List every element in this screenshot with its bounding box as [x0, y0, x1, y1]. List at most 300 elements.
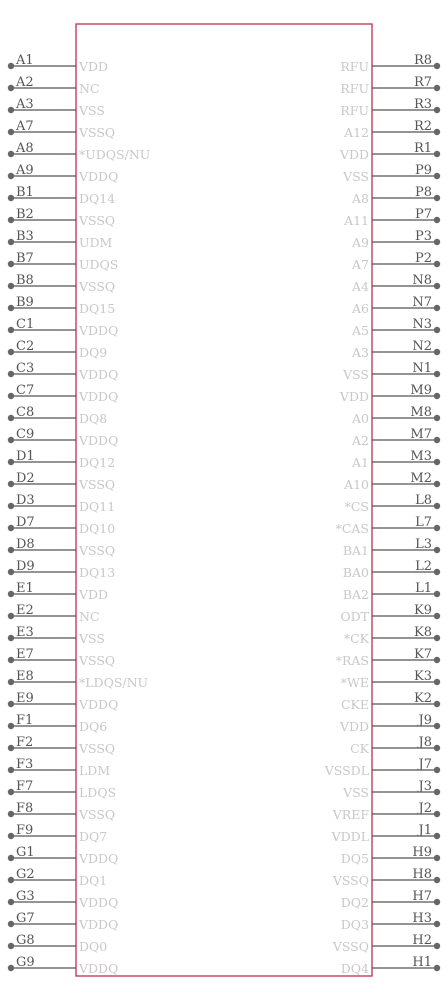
pin-name: VSS	[343, 169, 369, 184]
pin-number: F3	[16, 757, 34, 772]
pin-name: NC	[79, 609, 100, 624]
pin-number: G7	[16, 911, 35, 926]
pin-number: P3	[414, 229, 432, 244]
pin-end-dot	[8, 965, 14, 971]
pin-name: DQ1	[79, 873, 108, 888]
pin-end-dot	[8, 877, 14, 883]
pin-number: K7	[414, 647, 432, 662]
pin-number: D2	[16, 471, 35, 486]
pin-end-dot	[434, 723, 440, 729]
pin-end-dot	[434, 195, 440, 201]
pin-end-dot	[8, 591, 14, 597]
pin-number: H7	[412, 889, 432, 904]
pin-number: K8	[414, 625, 432, 640]
right-pin	[324, 757, 440, 778]
pin-name: *CK	[343, 631, 369, 646]
pin-number: A1	[16, 53, 34, 68]
pin-end-dot	[8, 767, 14, 773]
pin-number: H1	[412, 955, 432, 970]
left-pin	[8, 97, 105, 118]
pin-number: G8	[16, 933, 35, 948]
pin-name: DQ8	[79, 411, 108, 426]
pin-number: H2	[412, 933, 432, 948]
left-pin	[8, 647, 115, 668]
pin-name: VDDQ	[79, 697, 119, 712]
pin-number: C9	[16, 427, 35, 442]
right-pin	[340, 75, 440, 96]
pin-name: RFU	[340, 103, 369, 118]
pin-end-dot	[434, 349, 440, 355]
pin-number: B1	[16, 185, 34, 200]
pin-number: A3	[16, 97, 34, 112]
right-pin	[343, 471, 440, 492]
right-pin	[351, 449, 440, 470]
pin-number: A2	[16, 75, 34, 90]
pin-name: A7	[352, 257, 369, 272]
pin-name: DQ5	[340, 851, 369, 866]
pin-number: E3	[16, 625, 34, 640]
pin-end-dot	[434, 371, 440, 377]
pin-name: VSSQ	[79, 653, 116, 668]
pin-number: N3	[412, 317, 432, 332]
right-pin	[341, 889, 440, 910]
pin-end-dot	[434, 217, 440, 223]
pin-name: VDD	[339, 147, 369, 162]
pin-name: VSSQ	[79, 807, 116, 822]
pin-number: P9	[414, 163, 432, 178]
pin-number: G3	[16, 889, 35, 904]
pin-name: VDDQ	[79, 169, 119, 184]
pin-end-dot	[8, 283, 14, 289]
pin-name: VDDQ	[79, 851, 119, 866]
pin-end-dot	[434, 965, 440, 971]
pin-number: L3	[415, 537, 432, 552]
pin-end-dot	[8, 679, 14, 685]
pin-end-dot	[8, 217, 14, 223]
pin-end-dot	[434, 855, 440, 861]
left-pin	[8, 119, 115, 140]
pin-name: VDDQ	[79, 895, 119, 910]
right-pin	[351, 251, 440, 272]
pin-end-dot	[8, 547, 14, 553]
pin-end-dot	[8, 525, 14, 531]
pin-number: G1	[16, 845, 35, 860]
pin-name: VDDQ	[79, 961, 119, 976]
pin-name: A12	[344, 125, 369, 140]
pin-name: *CAS	[335, 521, 369, 536]
pin-end-dot	[434, 415, 440, 421]
pin-number: K9	[414, 603, 432, 618]
pin-end-dot	[8, 151, 14, 157]
right-pin	[332, 933, 440, 954]
pin-end-dot	[434, 877, 440, 883]
pin-name: *WE	[340, 675, 369, 690]
pin-end-dot	[8, 569, 14, 575]
right-pin	[351, 229, 440, 250]
pin-end-dot	[8, 393, 14, 399]
pin-name: VDDQ	[79, 389, 119, 404]
pin-end-dot	[434, 943, 440, 949]
pin-number: J1	[418, 823, 432, 838]
pin-number: P2	[414, 251, 432, 266]
pin-name: A5	[352, 323, 369, 338]
left-pin	[8, 229, 113, 250]
pin-number: D1	[16, 449, 35, 464]
pin-end-dot	[434, 679, 440, 685]
left-pin	[8, 427, 119, 448]
pin-number: M3	[410, 449, 432, 464]
pin-name: VSS	[343, 785, 369, 800]
pin-name: DQ12	[79, 455, 116, 470]
pin-number: J8	[418, 735, 432, 750]
right-pin	[343, 119, 440, 140]
pin-name: A2	[352, 433, 369, 448]
pin-number: D8	[16, 537, 35, 552]
left-pin	[8, 493, 115, 514]
right-pin	[343, 581, 440, 602]
right-pin	[339, 713, 440, 734]
pin-number: N7	[412, 295, 432, 310]
left-pin	[8, 735, 115, 756]
right-pin	[341, 669, 440, 690]
pin-number: R2	[413, 119, 432, 134]
pin-number: P8	[414, 185, 432, 200]
pin-end-dot	[8, 789, 14, 795]
pin-name: UDQS	[79, 257, 119, 272]
left-pin	[8, 75, 100, 96]
left-pin	[8, 559, 115, 580]
left-pin	[8, 955, 119, 976]
pin-end-dot	[434, 921, 440, 927]
pin-name: VSSQ	[79, 477, 116, 492]
left-pin	[8, 581, 108, 602]
pin-end-dot	[8, 811, 14, 817]
left-pin	[8, 141, 151, 162]
pin-name: A1	[352, 455, 369, 470]
pin-name: VDD	[339, 389, 369, 404]
right-pin	[344, 625, 440, 646]
pin-end-dot	[434, 261, 440, 267]
pin-number: D9	[16, 559, 35, 574]
pin-number: N2	[412, 339, 432, 354]
pin-number: E2	[16, 603, 34, 618]
pin-number: C8	[16, 405, 35, 420]
left-pin	[8, 383, 119, 404]
pin-name: VDDQ	[79, 433, 119, 448]
pin-number: J3	[418, 779, 432, 794]
left-pin	[8, 207, 115, 228]
left-pin	[8, 691, 119, 712]
pin-number: R8	[413, 53, 432, 68]
pin-name: *LDQS/NU	[79, 675, 149, 690]
left-pin	[8, 779, 116, 800]
pin-end-dot	[434, 833, 440, 839]
pin-name: A8	[352, 191, 369, 206]
right-pin	[336, 647, 440, 668]
pin-number: D7	[16, 515, 35, 530]
pin-number: N1	[412, 361, 432, 376]
left-pin	[8, 471, 115, 492]
pin-end-dot	[434, 437, 440, 443]
pin-end-dot	[8, 195, 14, 201]
pin-end-dot	[434, 107, 440, 113]
pin-number: K2	[414, 691, 432, 706]
pin-number: D3	[16, 493, 35, 508]
pin-number: C7	[16, 383, 35, 398]
pin-end-dot	[434, 327, 440, 333]
pin-end-dot	[8, 129, 14, 135]
pin-name: VDD	[339, 719, 369, 734]
pin-number: G2	[16, 867, 35, 882]
pin-end-dot	[8, 85, 14, 91]
right-pin	[340, 603, 440, 624]
pin-number: L7	[415, 515, 432, 530]
pin-end-dot	[434, 393, 440, 399]
pin-number: R3	[413, 97, 432, 112]
left-pin	[8, 889, 119, 910]
pin-end-dot	[434, 239, 440, 245]
pin-end-dot	[8, 349, 14, 355]
right-pin	[343, 537, 440, 558]
pin-end-dot	[8, 503, 14, 509]
left-pin	[8, 669, 148, 690]
pin-number: L8	[415, 493, 432, 508]
pin-end-dot	[8, 459, 14, 465]
pin-number: H8	[412, 867, 432, 882]
pin-name: CK	[350, 741, 369, 756]
pin-name: LDQS	[79, 785, 117, 800]
right-pin	[340, 53, 440, 74]
pin-number: P7	[414, 207, 432, 222]
pin-number: R1	[413, 141, 432, 156]
pin-end-dot	[8, 261, 14, 267]
pin-name: DQ13	[79, 565, 116, 580]
pin-name: RFU	[340, 81, 369, 96]
pin-end-dot	[8, 943, 14, 949]
left-pin	[8, 933, 107, 954]
left-pin	[8, 163, 119, 184]
pin-name: VSSQ	[79, 213, 116, 228]
pin-end-dot	[8, 371, 14, 377]
pin-number: F2	[16, 735, 34, 750]
pin-number: C2	[16, 339, 35, 354]
right-pin	[340, 97, 440, 118]
pin-number: B8	[16, 273, 34, 288]
pin-end-dot	[8, 635, 14, 641]
pin-name: BA1	[342, 543, 369, 558]
pin-end-dot	[434, 481, 440, 487]
pin-end-dot	[434, 305, 440, 311]
pin-number: H9	[412, 845, 432, 860]
pin-end-dot	[8, 833, 14, 839]
pin-end-dot	[434, 63, 440, 69]
left-pin	[8, 251, 119, 272]
pin-number: K3	[414, 669, 432, 684]
pin-name: NC	[79, 81, 100, 96]
right-pin	[351, 273, 440, 294]
pin-end-dot	[434, 811, 440, 817]
pin-end-dot	[8, 921, 14, 927]
pin-name: *CS	[344, 499, 369, 514]
pin-name: DQ14	[79, 191, 116, 206]
left-pin	[8, 625, 105, 646]
pin-name: VSSQ	[79, 543, 116, 558]
pin-name: DQ6	[79, 719, 108, 734]
pin-end-dot	[8, 437, 14, 443]
right-pin	[345, 493, 441, 514]
right-pin	[341, 955, 440, 976]
right-pin	[342, 361, 440, 382]
pin-end-dot	[434, 745, 440, 751]
pin-number: C1	[16, 317, 35, 332]
pin-name: VSS	[79, 103, 105, 118]
pin-end-dot	[434, 899, 440, 905]
pin-end-dot	[434, 85, 440, 91]
left-pin	[8, 317, 119, 338]
pin-end-dot	[434, 613, 440, 619]
pin-end-dot	[8, 173, 14, 179]
pin-number: H3	[412, 911, 432, 926]
pin-number: E1	[16, 581, 34, 596]
right-pin	[331, 823, 441, 844]
pin-name: VSSQ	[332, 939, 369, 954]
pin-name: RFU	[340, 59, 369, 74]
right-pin	[351, 405, 440, 426]
pin-name: BA0	[342, 565, 369, 580]
right-pin	[336, 515, 441, 536]
right-pin	[350, 735, 440, 756]
pin-name: UDM	[79, 235, 113, 250]
pin-end-dot	[8, 327, 14, 333]
pin-name: DQ3	[340, 917, 369, 932]
pin-name: DQ2	[340, 895, 369, 910]
pin-name: VSSQ	[79, 125, 116, 140]
pin-end-dot	[8, 481, 14, 487]
right-pin	[341, 845, 440, 866]
pin-number: J7	[418, 757, 432, 772]
pin-end-dot	[434, 701, 440, 707]
right-pin	[351, 339, 440, 360]
pin-number: L2	[415, 559, 432, 574]
pin-end-dot	[8, 63, 14, 69]
left-pin	[8, 867, 107, 888]
pin-name: VDDQ	[79, 323, 119, 338]
pin-end-dot	[434, 591, 440, 597]
left-pin	[8, 405, 107, 426]
pin-name: *UDQS/NU	[79, 147, 151, 162]
pin-number: M2	[410, 471, 432, 486]
left-pin	[8, 339, 107, 360]
pin-name: VDDL	[331, 829, 369, 844]
right-pin	[351, 427, 440, 448]
pin-name: ODT	[340, 609, 369, 624]
right-pin	[332, 801, 440, 822]
left-pin	[8, 449, 115, 470]
pin-number: R7	[413, 75, 432, 90]
pin-number: F8	[16, 801, 34, 816]
pin-end-dot	[434, 459, 440, 465]
pin-name: VSSQ	[79, 741, 116, 756]
left-pin	[8, 757, 111, 778]
pin-name: A11	[344, 213, 369, 228]
pin-number: J2	[418, 801, 432, 816]
ic-body-outline	[76, 24, 372, 976]
pin-end-dot	[434, 283, 440, 289]
pin-number: A8	[16, 141, 34, 156]
pin-number: N8	[412, 273, 432, 288]
pin-number: E9	[16, 691, 34, 706]
pin-name: VSSDL	[324, 763, 369, 778]
left-pin	[8, 603, 100, 624]
pin-number: B3	[16, 229, 34, 244]
pin-name: LDM	[79, 763, 111, 778]
pin-name: VDD	[79, 587, 109, 602]
pin-end-dot	[8, 415, 14, 421]
pin-number: F9	[16, 823, 34, 838]
right-pin	[343, 559, 440, 580]
pin-name: VSS	[343, 367, 369, 382]
left-pin	[8, 845, 119, 866]
pin-name: DQ11	[79, 499, 116, 514]
pin-name: VSSQ	[79, 279, 116, 294]
left-pin	[8, 273, 115, 294]
pin-end-dot	[8, 657, 14, 663]
pin-name: A3	[352, 345, 369, 360]
pin-number: B9	[16, 295, 34, 310]
pin-name: VDDQ	[79, 917, 119, 932]
pin-name: A0	[352, 411, 369, 426]
pin-end-dot	[434, 503, 440, 509]
pin-end-dot	[8, 899, 14, 905]
pin-name: DQ10	[79, 521, 116, 536]
pin-end-dot	[434, 547, 440, 553]
pin-end-dot	[8, 239, 14, 245]
pin-number: G9	[16, 955, 35, 970]
left-pin	[8, 185, 115, 206]
pin-number: M7	[410, 427, 432, 442]
pin-end-dot	[8, 855, 14, 861]
right-pin	[351, 295, 440, 316]
pin-end-dot	[8, 701, 14, 707]
right-pin	[351, 185, 440, 206]
left-pin	[8, 515, 115, 536]
pin-name: DQ0	[79, 939, 108, 954]
pin-number: F1	[16, 713, 34, 728]
pin-number: L1	[415, 581, 432, 596]
pin-name: VSS	[79, 631, 105, 646]
pin-name: DQ7	[79, 829, 108, 844]
pin-end-dot	[434, 789, 440, 795]
pin-name: VDDQ	[79, 367, 119, 382]
right-pin	[332, 867, 440, 888]
right-pin	[342, 163, 440, 184]
left-pin	[8, 823, 107, 844]
pin-name: VSSQ	[332, 873, 369, 888]
pin-name: DQ15	[79, 301, 116, 316]
pin-end-dot	[434, 129, 440, 135]
pin-end-dot	[8, 107, 14, 113]
right-pin	[341, 911, 440, 932]
pin-end-dot	[434, 767, 440, 773]
left-pin	[8, 801, 115, 822]
pin-name: VDD	[79, 59, 109, 74]
pin-end-dot	[8, 305, 14, 311]
pin-number: M9	[410, 383, 432, 398]
right-pin	[342, 779, 440, 800]
right-pin	[343, 207, 440, 228]
pin-name: DQ4	[340, 961, 369, 976]
right-pin	[339, 141, 440, 162]
